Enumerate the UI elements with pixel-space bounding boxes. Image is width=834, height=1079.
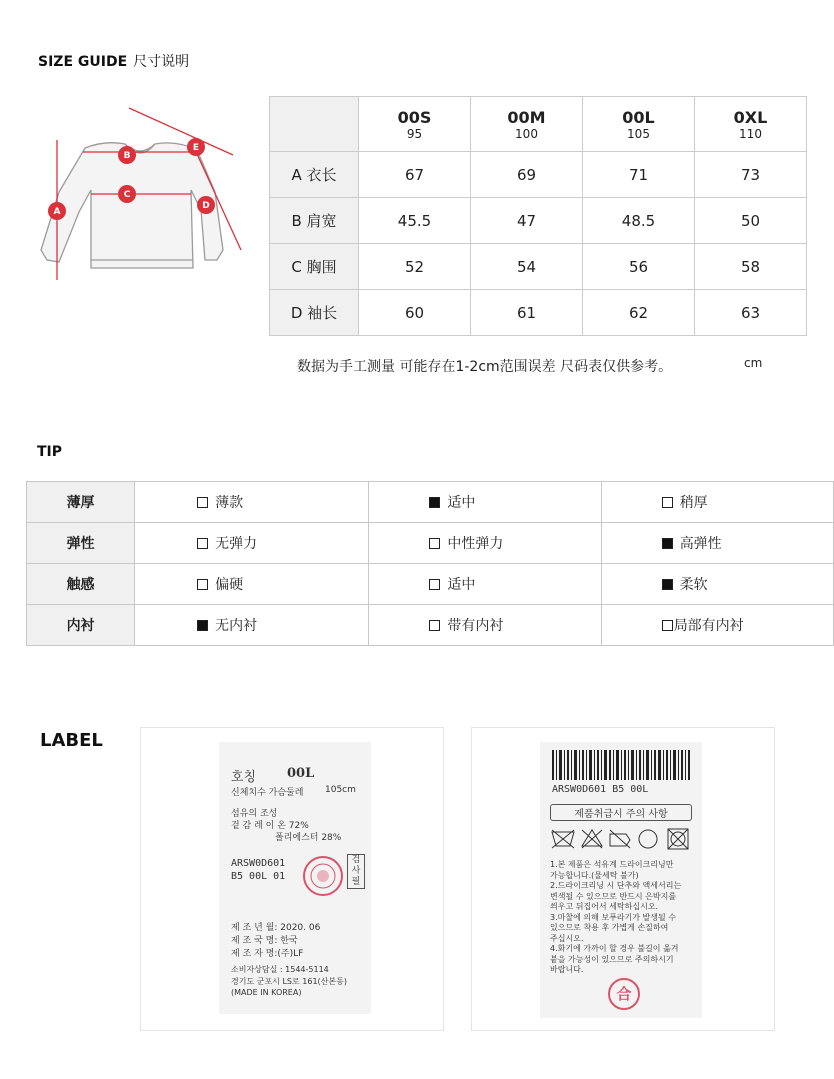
checkbox-empty-icon <box>429 538 440 549</box>
tip-option <box>369 523 601 564</box>
size-num: 110 <box>739 126 762 141</box>
made-date: 제 조 년 월: 2020. 06 <box>231 923 321 933</box>
care-title: 제품취급시 주의 사항 <box>550 804 692 821</box>
maker-name: 제 조 자 명:(주)LF <box>231 949 304 959</box>
size-cell: 58 <box>695 244 807 290</box>
tip-option <box>601 482 833 523</box>
tip-option-text: 无内衬 <box>215 618 258 634</box>
product-code-1: ARSW0D601 <box>231 858 286 869</box>
size-label-value: 00L <box>287 766 315 781</box>
label-title: LABEL <box>40 730 103 751</box>
made-country: 제 조 국 명: 한국 <box>231 936 298 946</box>
size-cell: 48.5 <box>583 198 695 244</box>
size-table-corner <box>270 97 359 152</box>
tip-option <box>601 605 833 646</box>
size-cell: 54 <box>471 244 583 290</box>
marker-c-label: C <box>123 190 131 200</box>
tip-row-elasticity <box>27 523 834 564</box>
tip-option <box>135 564 369 605</box>
care-line: 씌우고 뒤집어서 세탁하십시오. <box>550 902 659 911</box>
size-label-photo <box>140 727 444 1031</box>
marker-e-label: E <box>192 143 200 153</box>
size-col-00m <box>471 97 583 152</box>
row-label: B 肩宽 <box>270 198 359 244</box>
size-row-chest <box>270 244 807 290</box>
size-row-shoulder <box>270 198 807 244</box>
sweater-diagram <box>25 100 250 290</box>
care-label-tag <box>540 742 702 1018</box>
size-name: 00M <box>507 107 546 127</box>
tip-option <box>135 482 369 523</box>
fabric-line-2: 폴리에스터 28% <box>275 833 342 843</box>
checkbox-empty-icon <box>197 538 208 549</box>
tip-option-text: 局部有内衬 <box>673 618 744 634</box>
size-cell: 50 <box>695 198 807 244</box>
body-size-value: 105cm <box>325 785 356 795</box>
checkbox-filled-icon <box>429 497 440 508</box>
care-line: 변색될 수 있으므로 반드시 은박지를 <box>550 891 677 901</box>
body-size-caption: 신체치수 가슴둘레 <box>231 788 304 798</box>
care-line: 바랍니다. <box>550 965 584 974</box>
tip-title: TIP <box>37 444 63 460</box>
size-cell: 47 <box>471 198 583 244</box>
size-name: 00S <box>397 107 432 127</box>
size-cell: 60 <box>359 290 471 336</box>
marker-a-label: A <box>53 207 61 217</box>
size-col-0xl <box>695 97 807 152</box>
care-line: 주십시오. <box>550 933 584 943</box>
tip-option <box>601 523 833 564</box>
care-line: 붙을 가능성이 있으므로 주의하시기 <box>550 954 674 964</box>
fabric-title: 섬유의 조성 <box>231 809 278 819</box>
tip-option-text: 带有内衬 <box>447 618 504 634</box>
tip-option <box>601 564 833 605</box>
checkbox-empty-icon <box>662 497 673 508</box>
inspection-box: 검사필 <box>347 854 365 889</box>
size-num: 105 <box>627 126 650 141</box>
checkbox-filled-icon <box>662 538 673 549</box>
size-col-00l <box>583 97 695 152</box>
tip-row-thickness <box>27 482 834 523</box>
tip-option-text: 适中 <box>447 577 476 593</box>
unit-label: cm <box>744 356 763 370</box>
marker-b-label: B <box>123 151 131 161</box>
tip-row-label: 内衬 <box>27 605 135 646</box>
fabric-line-1: 겉 감 레 이 온 72% <box>231 821 309 831</box>
care-symbols-icon <box>550 826 692 850</box>
care-label-photo <box>471 727 775 1031</box>
tip-option-text: 稍厚 <box>679 495 708 511</box>
size-col-00s <box>359 97 471 152</box>
marker-d-label: D <box>202 201 210 211</box>
care-line: 있으므로 착용 후 가볍게 손질하여 <box>550 923 669 932</box>
measurement-note: 数据为手工测量 可能存在1-2cm范围误差 尺码表仅供参考。 <box>297 359 673 375</box>
tip-row-lining <box>27 605 834 646</box>
size-row-length <box>270 152 807 198</box>
tip-option-text: 偏硬 <box>215 577 244 593</box>
size-label-tag <box>219 742 371 1014</box>
size-table-header-row <box>270 97 807 152</box>
tip-option <box>135 523 369 564</box>
maker-address: 경기도 군포시 LS로 161(산본동) <box>231 977 347 986</box>
size-table <box>269 96 807 336</box>
size-guide-title-text: SIZE GUIDE <box>38 54 128 70</box>
barcode-icon <box>552 750 690 780</box>
checkbox-filled-icon <box>197 620 208 631</box>
product-code-2: B5 00L 01 <box>231 871 286 882</box>
size-cell: 73 <box>695 152 807 198</box>
pass-stamp-icon: 合 <box>608 978 640 1010</box>
size-cell: 69 <box>471 152 583 198</box>
tip-option-text: 中性弹力 <box>447 536 504 552</box>
checkbox-empty-icon <box>197 497 208 508</box>
size-cell: 61 <box>471 290 583 336</box>
size-num: 95 <box>406 126 423 141</box>
care-line: 3.마찰에 의해 보푸라기가 발생될 수 <box>550 912 676 922</box>
care-instructions <box>550 860 681 976</box>
size-num: 100 <box>515 126 538 141</box>
tip-row-touch <box>27 564 834 605</box>
tip-option-text: 柔软 <box>679 577 708 593</box>
tip-option-text: 高弹性 <box>679 536 722 552</box>
tip-option <box>135 605 369 646</box>
care-line: 4.화기에 가까이 할 경우 불길이 옮겨 <box>550 944 679 953</box>
tip-option <box>369 482 601 523</box>
inspection-stamp-icon <box>301 854 345 898</box>
size-name: 00L <box>622 107 655 127</box>
care-line: 1.본 제품은 석유계 드라이크리닝만 <box>550 860 674 869</box>
tip-option-text: 适中 <box>447 495 476 511</box>
customer-phone: 소비자상담실 : 1544-5114 <box>231 965 329 974</box>
tip-table <box>26 481 834 646</box>
barcode-text: ARSW0D601 B5 00L <box>552 784 649 795</box>
tip-option-text: 无弹力 <box>215 536 258 552</box>
size-cell: 56 <box>583 244 695 290</box>
tip-option-text: 薄款 <box>215 495 244 511</box>
size-cell: 63 <box>695 290 807 336</box>
size-guide-title <box>38 51 189 71</box>
size-guide-subtitle: 尺寸说明 <box>133 54 190 70</box>
checkbox-empty-icon <box>429 620 440 631</box>
care-line: 가능합니다.(물세탁 불가) <box>550 870 639 880</box>
checkbox-empty-icon <box>197 579 208 590</box>
size-cell: 71 <box>583 152 695 198</box>
care-line: 2.드라이크리닝 시 단추와 액세서리는 <box>550 881 682 890</box>
row-label: D 袖长 <box>270 290 359 336</box>
size-cell: 67 <box>359 152 471 198</box>
tip-option <box>369 605 601 646</box>
checkbox-filled-icon <box>662 579 673 590</box>
tip-row-label: 弹性 <box>27 523 135 564</box>
size-cell: 62 <box>583 290 695 336</box>
made-in: (MADE IN KOREA) <box>231 988 302 997</box>
tip-row-label: 薄厚 <box>27 482 135 523</box>
size-label-caption: 호칭 <box>231 770 257 785</box>
tip-option <box>369 564 601 605</box>
size-cell: 52 <box>359 244 471 290</box>
size-row-sleeve <box>270 290 807 336</box>
size-name: 0XL <box>733 107 768 127</box>
row-label: A 衣长 <box>270 152 359 198</box>
row-label: C 胸围 <box>270 244 359 290</box>
checkbox-empty-icon <box>662 620 673 631</box>
size-cell: 45.5 <box>359 198 471 244</box>
tip-row-label: 触感 <box>27 564 135 605</box>
checkbox-empty-icon <box>429 579 440 590</box>
